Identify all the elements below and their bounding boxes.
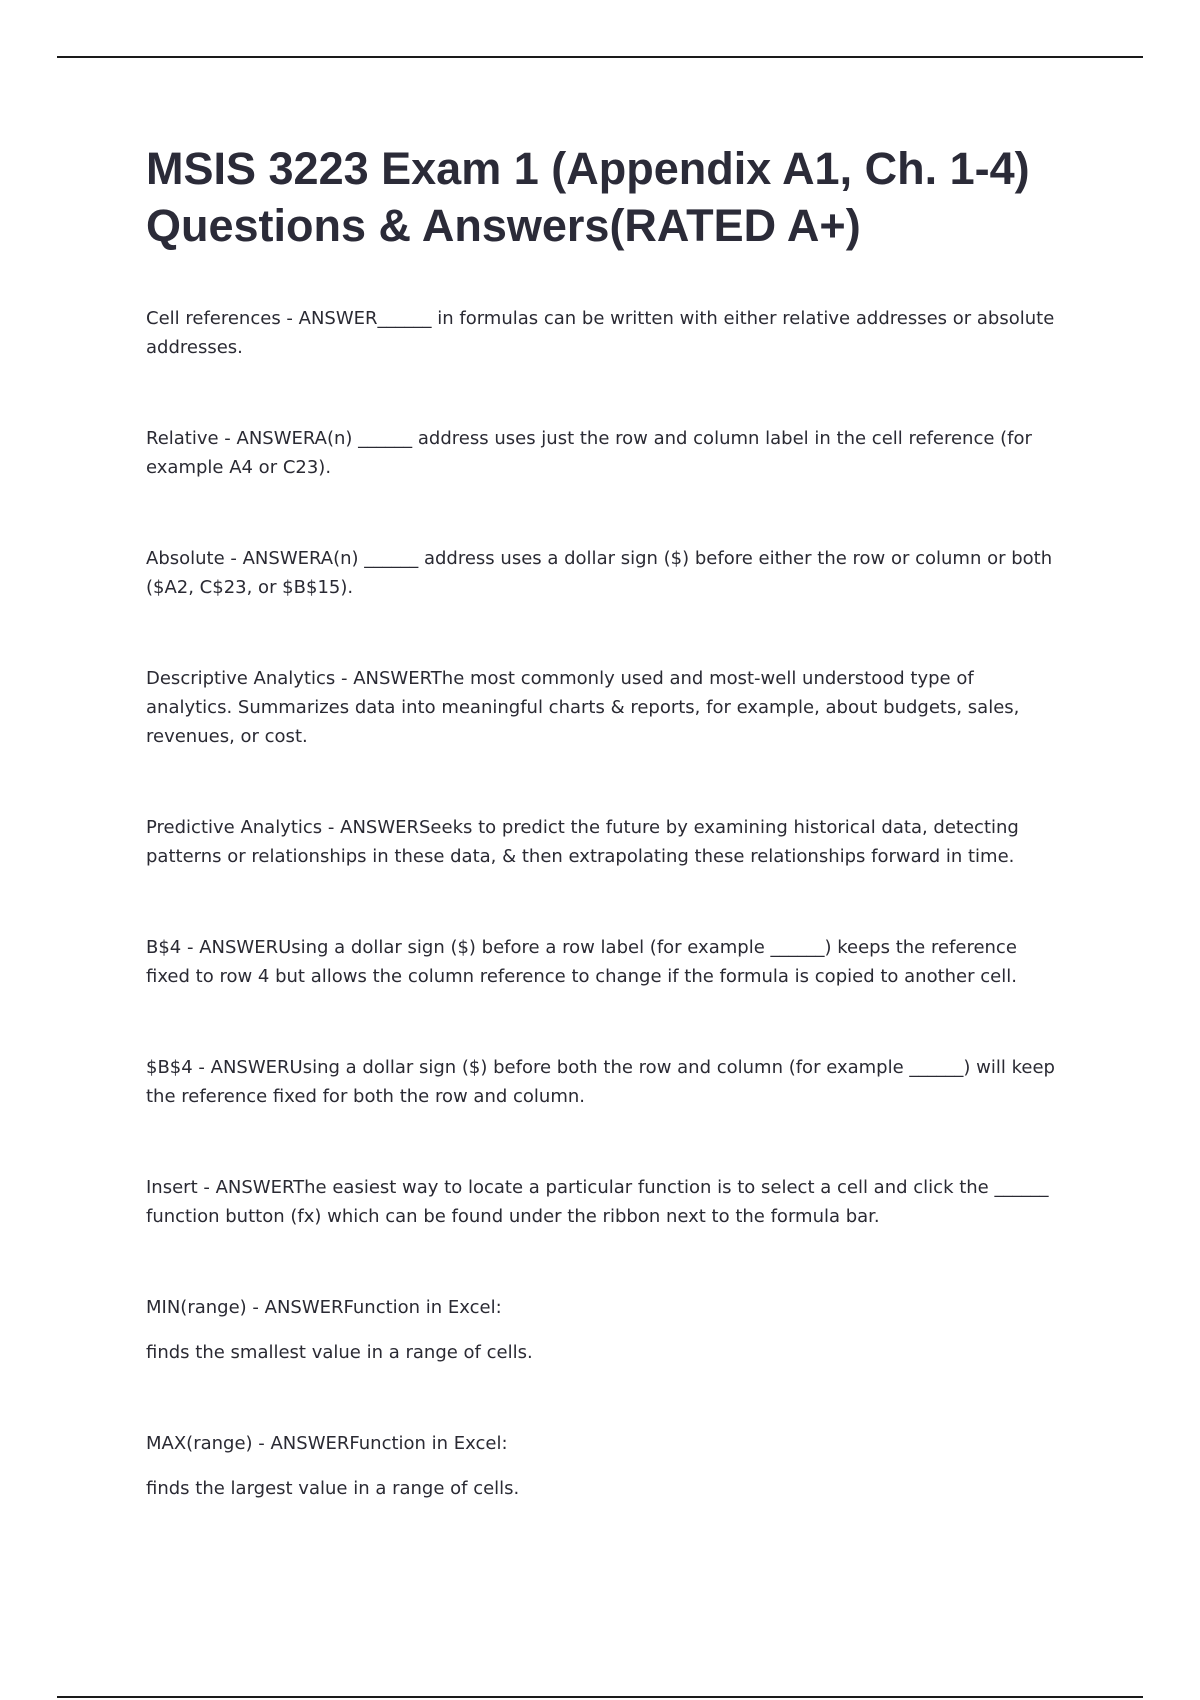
document-body bbox=[146, 140, 1058, 1565]
qa-item bbox=[146, 1053, 1058, 1111]
qa-item bbox=[146, 933, 1058, 991]
qa-list bbox=[146, 304, 1058, 1503]
qa-answer-continuation: finds the smallest value in a range of cells. bbox=[146, 1342, 533, 1363]
top-rule bbox=[57, 56, 1143, 58]
qa-term-answer: Insert - ANSWERThe easiest way to locate a particular function is to select a cell and click the ______ function button (fx) which can be found under the ribbon next to the formula bar. bbox=[146, 1177, 1049, 1227]
bottom-rule bbox=[57, 1696, 1143, 1698]
qa-term-answer: Descriptive Analytics - ANSWERThe most commonly used and most-well understood type of analytics. Summarizes data into meaningful charts & reports, for example, about budgets, sales, revenues, or cost. bbox=[146, 668, 1020, 747]
qa-term-answer: Cell references - ANSWER______ in formulas can be written with either relative addresses or absolute addresses. bbox=[146, 308, 1055, 358]
qa-answer-continuation: finds the largest value in a range of cells. bbox=[146, 1478, 520, 1499]
qa-term-answer: Predictive Analytics - ANSWERSeeks to predict the future by examining historical data, detecting patterns or relationships in these data, & then extrapolating these relationships forward in time. bbox=[146, 817, 1019, 867]
qa-item bbox=[146, 664, 1058, 751]
qa-item bbox=[146, 813, 1058, 871]
qa-term-answer: MAX(range) - ANSWERFunction in Excel: bbox=[146, 1433, 508, 1454]
qa-item bbox=[146, 304, 1058, 362]
qa-term-answer: Relative - ANSWERA(n) ______ address uses just the row and column label in the cell reference (for example A4 or C23). bbox=[146, 428, 1032, 478]
qa-item bbox=[146, 1429, 1058, 1503]
qa-item bbox=[146, 1173, 1058, 1231]
qa-item bbox=[146, 1293, 1058, 1367]
qa-term-answer: Absolute - ANSWERA(n) ______ address uses a dollar sign ($) before either the row or column or both ($A2, C$23, or $B$15). bbox=[146, 548, 1053, 598]
qa-item bbox=[146, 424, 1058, 482]
qa-item bbox=[146, 544, 1058, 602]
qa-term-answer: $B$4 - ANSWERUsing a dollar sign ($) before both the row and column (for example ______) will keep the reference fixed for both the row and column. bbox=[146, 1057, 1055, 1107]
qa-term-answer: B$4 - ANSWERUsing a dollar sign ($) before a row label (for example ______) keeps the reference fixed to row 4 but allows the column reference to change if the formula is copied to another cell. bbox=[146, 937, 1017, 987]
qa-term-answer: MIN(range) - ANSWERFunction in Excel: bbox=[146, 1297, 502, 1318]
document-title: MSIS 3223 Exam 1 (Appendix A1, Ch. 1-4) Questions & Answers(RATED A+) bbox=[146, 143, 1030, 251]
